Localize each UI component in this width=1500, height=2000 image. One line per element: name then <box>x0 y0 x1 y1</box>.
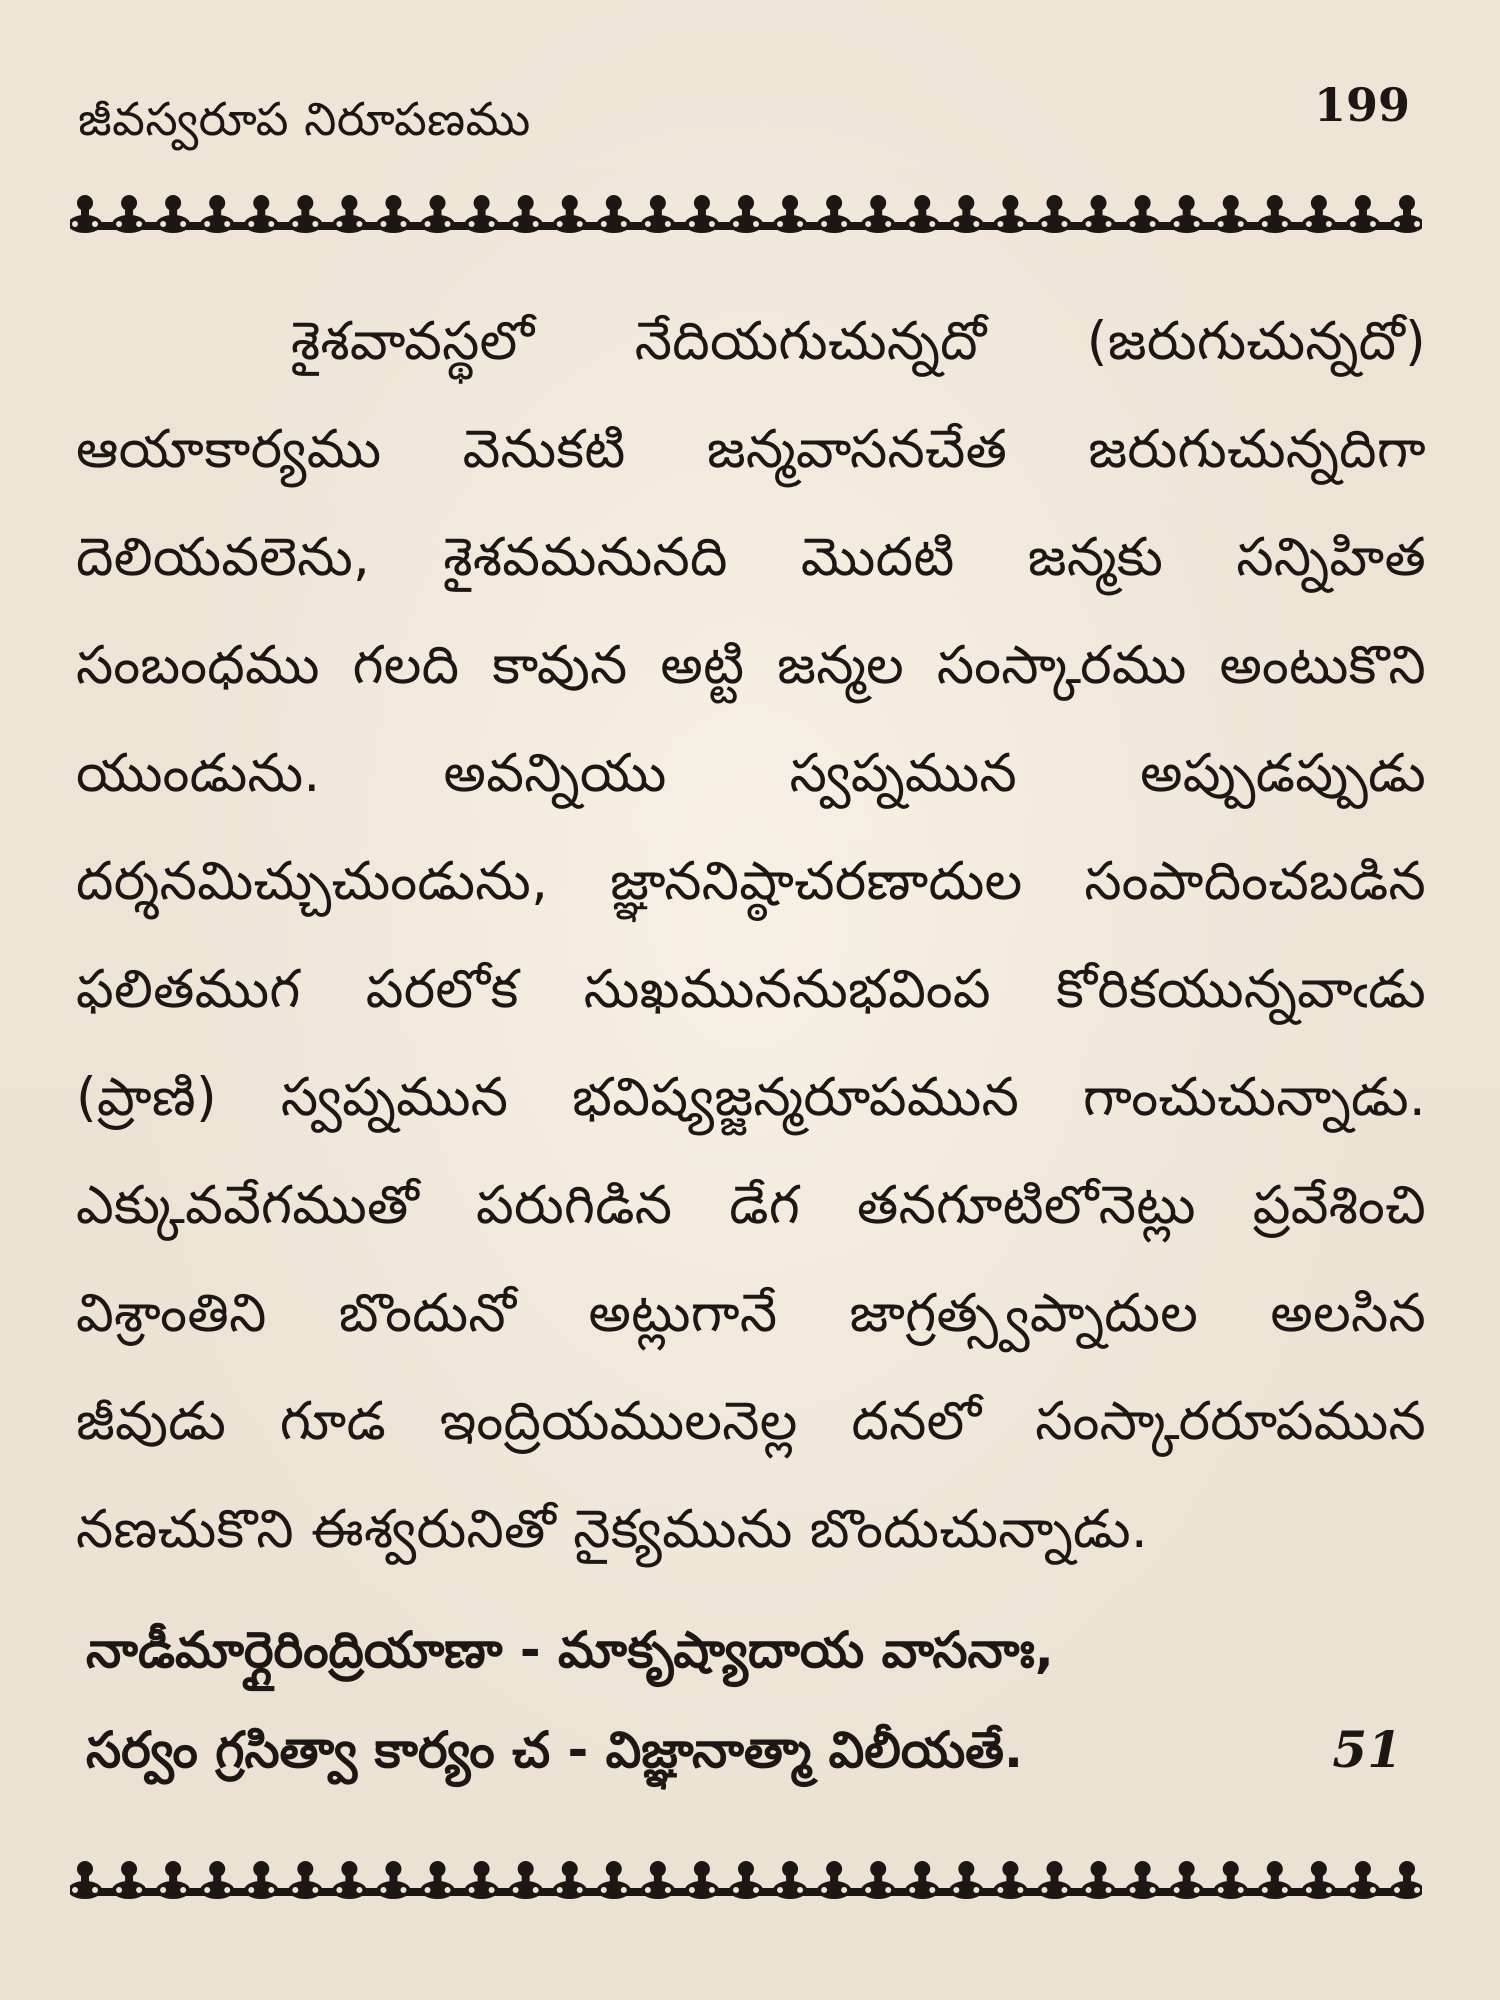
ornament-motif <box>685 1861 719 1899</box>
ornament-motif <box>1082 1861 1116 1899</box>
ornament-motif <box>1082 195 1116 233</box>
ornament-motif <box>773 195 807 233</box>
ornament-motif <box>861 195 895 233</box>
ornament-motif <box>1258 195 1292 233</box>
ornament-motif <box>509 195 543 233</box>
ornament-motif <box>905 1861 939 1899</box>
ornament-motif <box>244 195 278 233</box>
ornament-motif <box>729 1861 763 1899</box>
ornament-motif <box>112 195 146 233</box>
ornament-motif <box>200 1861 234 1899</box>
ornament-motif <box>641 1861 675 1899</box>
ornament-motif <box>817 1861 851 1899</box>
ornament-motif <box>1390 1861 1422 1899</box>
ornament-motif <box>861 1861 895 1899</box>
ornament-motif <box>597 195 631 233</box>
ornament-motif <box>949 1861 983 1899</box>
ornament-motif <box>288 1861 322 1899</box>
ornament-motif <box>1346 1861 1380 1899</box>
ornament-motif <box>685 195 719 233</box>
ornament-motif <box>376 1861 410 1899</box>
ornament-motif <box>1258 1861 1292 1899</box>
ornament-motif <box>1126 1861 1160 1899</box>
ornament-motif <box>1346 195 1380 233</box>
ornament-motif <box>1302 195 1336 233</box>
ornament-motif <box>1037 1861 1071 1899</box>
ornament-motif <box>70 1861 102 1899</box>
paragraph-line: ఫలితముగ పరలోక సుఖముననుభవింప కోరికయున్నవాఁడు <box>76 959 1426 1020</box>
paragraph-line: (ప్రాణి) స్వప్నమున భవిష్యజ్జన్మరూపమున గాంచుచున్నాడు. <box>76 1067 1426 1128</box>
ornament-motif <box>1302 1861 1336 1899</box>
ornament-motif <box>553 195 587 233</box>
ornament-motif <box>376 195 410 233</box>
ornament-motif <box>156 1861 190 1899</box>
ornament-motif <box>156 195 190 233</box>
paragraph-line: ఎక్కువవేగముతో పరుగిడిన డేగ తనగూటిలోనెట్లు ప్రవేశించి <box>76 1175 1426 1236</box>
ornament-motif <box>1126 195 1160 233</box>
ornament-motif <box>1170 1861 1204 1899</box>
ornament-motif <box>465 195 499 233</box>
ornament-motif <box>817 195 851 233</box>
ornament-motif <box>773 1861 807 1899</box>
ornament-motif <box>993 1861 1027 1899</box>
bottom-ornament-border <box>70 1858 1422 1904</box>
paragraph-line: యుండును. అవన్నియు స్వప్నమున అప్పుడప్పుడు <box>76 743 1426 804</box>
verse-line-1: నాడీమార్గైరింద్రియాణా - మాకృష్యాదాయ వాసనాః, <box>86 1621 1054 1679</box>
paragraph-line: దర్శనమిచ్చుచుండును, జ్ఞాననిష్ఠాచరణాదుల సంపాదించబడిన <box>76 851 1426 912</box>
ornament-motif <box>332 1861 366 1899</box>
ornament-motif <box>641 195 675 233</box>
ornament-motif <box>332 195 366 233</box>
verse-line-2: సర్వం గ్రసిత్వా కార్యం చ - విజ్ఞానాత్మా విలీయతే. <box>86 1721 1024 1779</box>
ornament-motif <box>905 195 939 233</box>
ornament-motif <box>112 1861 146 1899</box>
sanskrit-verse <box>86 1600 1426 1800</box>
ornament-motif <box>597 1861 631 1899</box>
body-paragraph <box>76 288 1426 1584</box>
verse-number: 51 <box>1332 1720 1402 1779</box>
paragraph-line: శైశవావస్థలో నేదియగుచున్నదో (జరుగుచున్నదో) <box>291 311 1426 372</box>
paragraph-line: ఆయాకార్యము వెనుకటి జన్మవాసనచేత జరుగుచున్నదిగా <box>76 419 1426 480</box>
ornament-motif <box>949 195 983 233</box>
ornament-motif <box>288 195 322 233</box>
top-ornament-border <box>70 192 1422 238</box>
ornament-motif <box>421 195 455 233</box>
ornament-motif <box>1214 195 1248 233</box>
ornament-motif <box>993 195 1027 233</box>
ornament-motif <box>70 195 102 233</box>
ornament-motif <box>421 1861 455 1899</box>
running-title: జీవస్వరూప నిరూపణము <box>78 92 531 146</box>
ornament-motif <box>1390 195 1422 233</box>
ornament-motif <box>1037 195 1071 233</box>
paragraph-line: దెలియవలెను, శైశవమనునది మొదటి జన్మకు సన్నిహిత <box>76 527 1426 588</box>
ornament-motif <box>465 1861 499 1899</box>
ornament-motif <box>553 1861 587 1899</box>
ornament-motif <box>729 195 763 233</box>
ornament-motif <box>244 1861 278 1899</box>
paragraph-line: విశ్రాంతిని బొందునో అట్లుగానే జాగ్రత్స్వప్నాదుల అలసిన <box>76 1283 1426 1344</box>
ornament-motif <box>509 1861 543 1899</box>
paragraph-line: జీవుడు గూడ ఇంద్రియములనెల్ల దనలో సంస్కారరూపమున <box>76 1391 1426 1452</box>
ornament-motif <box>1170 195 1204 233</box>
page-number: 199 <box>1313 78 1410 132</box>
paragraph-line: నణచుకొని ఈశ్వరునితో నైక్యమును బొందుచున్నాడు. <box>76 1499 1149 1560</box>
paragraph-line: సంబంధము గలది కావున అట్టి జన్మల సంస్కారము అంటుకొని <box>76 635 1426 696</box>
ornament-motif <box>200 195 234 233</box>
ornament-motif <box>1214 1861 1248 1899</box>
